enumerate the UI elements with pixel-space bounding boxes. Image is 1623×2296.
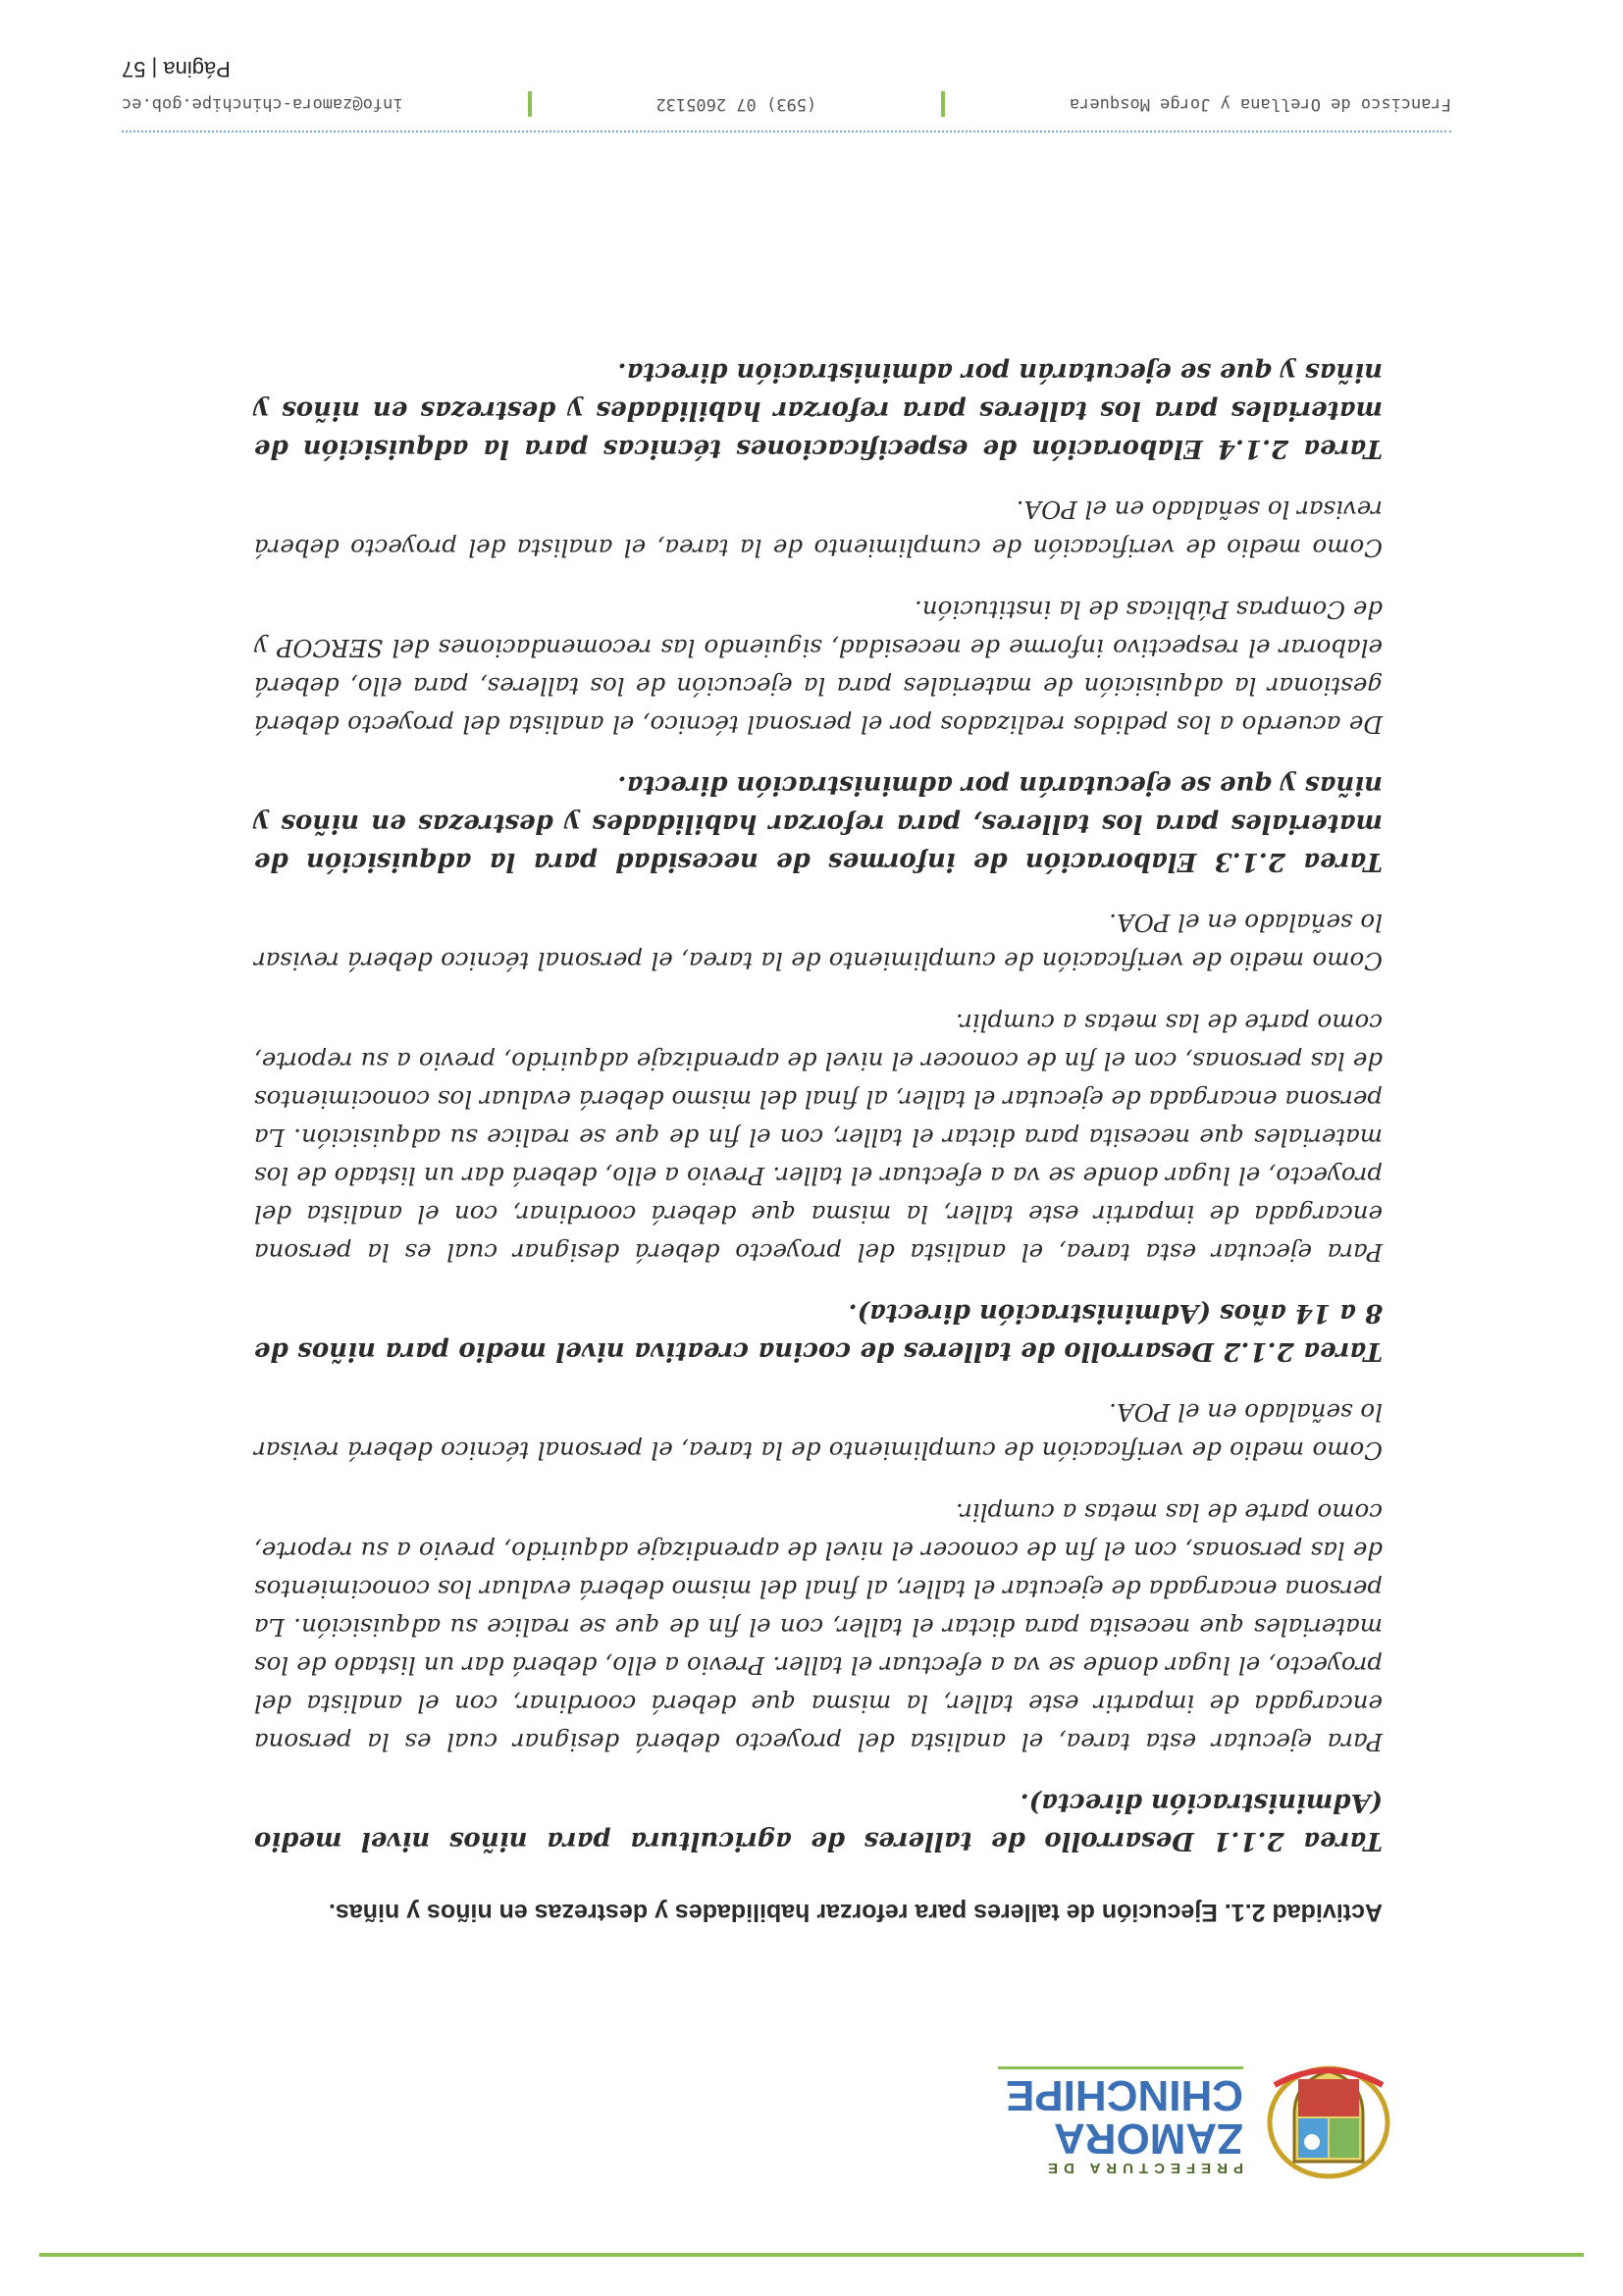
task-block [254,352,1383,467]
task-title: Tarea 2.1.3 Elaboración de informes de necesidad para la adquisición de materiales para los talleres, para reforzar habilidades y destrezas en niños y niñas y que se ejecutarán por administración directa. [254,770,1383,876]
footer-separator [941,91,945,117]
task-title: Tarea 2.1.4 Elaboración de especificaciones técnicas para la adquisición de materiales para los talleres para reforzar habilidades y destrezas en niños y niñas y que se ejecutarán por administración directa. [254,357,1383,463]
logo-line-2: CHINCHIPE [1005,2071,1243,2120]
page-footer [122,57,1451,132]
header-rule [39,2253,1584,2257]
logo-underline [998,2067,1243,2070]
footer-dotted-rule [122,130,1451,132]
footer-address: Francisco de Orellana y Jorge Mosquera [1070,94,1451,114]
footer-phone: (593) 07 2605132 [655,94,817,114]
task-block [254,491,1383,880]
logo-kicker: PREFECTURA DE [1042,2160,1243,2177]
task-block [254,1393,1383,1859]
task-paragraph: Como medio de verificación de cumplimiento de la tarea, el personal técnico deberá revisar lo señalado en el POA. [254,909,1383,975]
logo-line-1: ZAMORA [1053,2114,1243,2164]
activity-title: Actividad 2.1. Ejecución de talleres para reforzar habilidades y destrezas en niños y niñas. [328,1899,1383,1926]
footer-email[interactable]: info@zamora-chinchipe.gob.ec [122,94,403,114]
prefectura-logo [998,2061,1402,2183]
footer-separator [528,91,532,117]
task-paragraph: Para ejecutar esta tarea, el analista del proyecto deberá designar cual es la persona encargada de impartir este taller, la misma que deberá coordinar, con el analista del proyecto, el lugar donde se va a efectuar el taller. Previo a ello, deberá dar un listado de los materiales que necesita para dictar el taller, con el fin de que se realice su adquisición. La persona encargada de ejecutar el taller, al final del mismo deberá evaluar los conocimientos de las personas, con el fin de conocer el nivel de aprendizaje adquirido, previo a su reporte, como parte de las metas a cumplir. [254,1498,1383,1756]
task-paragraph: De acuerdo a los pedidos realizados por el personal técnico, el analista del proyecto deberá gestionar la adquisición de materiales para la ejecución de los talleres, para ello, deberá elaborar el respectivo informe de necesidad, siguiendo las recomendaciones del SERCOP y de Compras Públicas de la institución. [254,596,1383,739]
task-paragraph: Como medio de verificación de cumplimiento de la tarea, el personal técnico deberá revisar lo señalado en el POA. [254,1398,1383,1465]
page-number: Página | 57 [122,57,231,81]
task-paragraph: Como medio de verificación de cumplimiento de la tarea, el analista del proyecto deberá revisar lo señalado en el POA. [254,496,1383,562]
body-content [254,331,1383,1931]
task-title: Tarea 2.1.1 Desarrollo de talleres de agricultura para niños nivel medio (Administración directa). [254,1788,1383,1855]
task-title: Tarea 2.1.2 Desarrollo de talleres de cocina creativa nivel medio para niños de 8 a 14 años (Administración directa). [254,1298,1383,1366]
coat-of-arms-icon [1255,2061,1402,2183]
task-block [254,904,1383,1370]
task-paragraph: Para ejecutar esta tarea, el analista del proyecto deberá designar cual es la persona encargada de impartir este taller, la misma que deberá coordinar, con el analista del proyecto, el lugar donde se va a efectuar el taller. Previo a ello, deberá dar un listado de los materiales que necesita para dictar el taller, con el fin de que se realice su adquisición. La persona encargada de ejecutar el taller, al final del mismo deberá evaluar los conocimientos de las personas, con el fin de conocer el nivel de aprendizaje adquirido, previo a su reporte, como parte de las metas a cumplir. [254,1009,1383,1267]
